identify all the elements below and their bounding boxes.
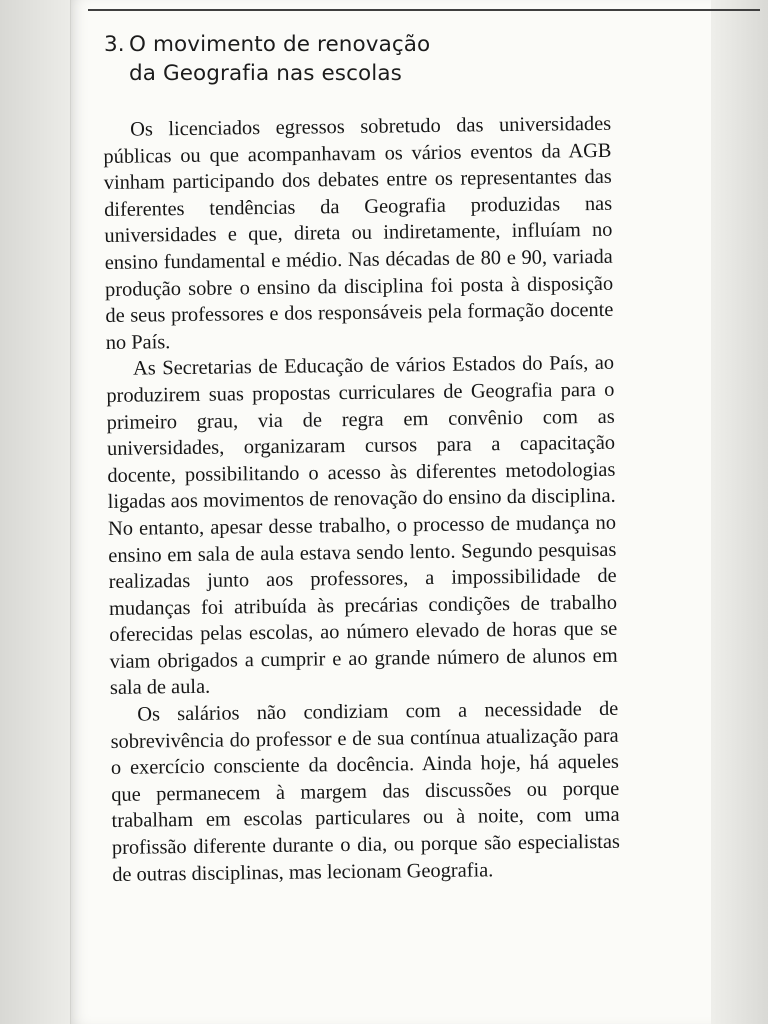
paragraph-2: As Secretarias de Educação de vários Estados do País, ao produzirem suas propostas curriculares de Geografia para o primeiro grau, via de regra em convênio com as universidades, organizaram cursos para a capacitação docente, possibilitando o acesso às diferentes metodologias ligadas aos movimentos de renovação do ensino da disciplina. No entanto, apesar desse trabalho, o processo de mudança no ensino em sala de aula estava sendo lento. Segundo pesquisas realizadas junto aos professores, a impossibilidade de mudanças foi atribuída às precárias condições de trabalho oferecidas pelas escolas, ao número elevado de horas que se viam obrigados a cumprir e ao grande número de alunos em sala de aula. xyxy=(106,352,618,700)
section-heading xyxy=(104,30,430,88)
section-title-line-2: da Geografia nas escolas xyxy=(129,61,402,86)
body-text xyxy=(103,111,620,888)
section-number: 3. xyxy=(104,32,125,57)
header-rule xyxy=(88,9,760,11)
paragraph-1: Os licenciados egressos sobretudo das universidades públicas ou que acompanhavam os vários eventos da AGB vinham participando dos debates entre os representantes das diferentes tendências da Geografia produzidas nas universidades e que, direta ou indiretamente, influíam no ensino fundamental e médio. Nas décadas de 80 e 90, variada produção sobre o ensino da disciplina foi posta à disposição de seus professores e dos responsáveis pela formação docente no País. xyxy=(103,112,614,354)
scan-right-margin xyxy=(710,0,768,1024)
scan-left-margin xyxy=(0,0,70,1024)
section-title-line-1: O movimento de renovação xyxy=(129,32,431,57)
paragraph-3: Os salários não condiziam com a necessidade de sobrevivência do professor e de sua contínua atualização para o exercício consciente da docência. Ainda hoje, há aqueles que permanecem à margem das discussões ou porque trabalham em escolas particulares ou à noite, com uma profissão diferente durante o dia, ou porque são especialistas de outras disciplinas, mas lecionam Geografia. xyxy=(110,697,621,886)
